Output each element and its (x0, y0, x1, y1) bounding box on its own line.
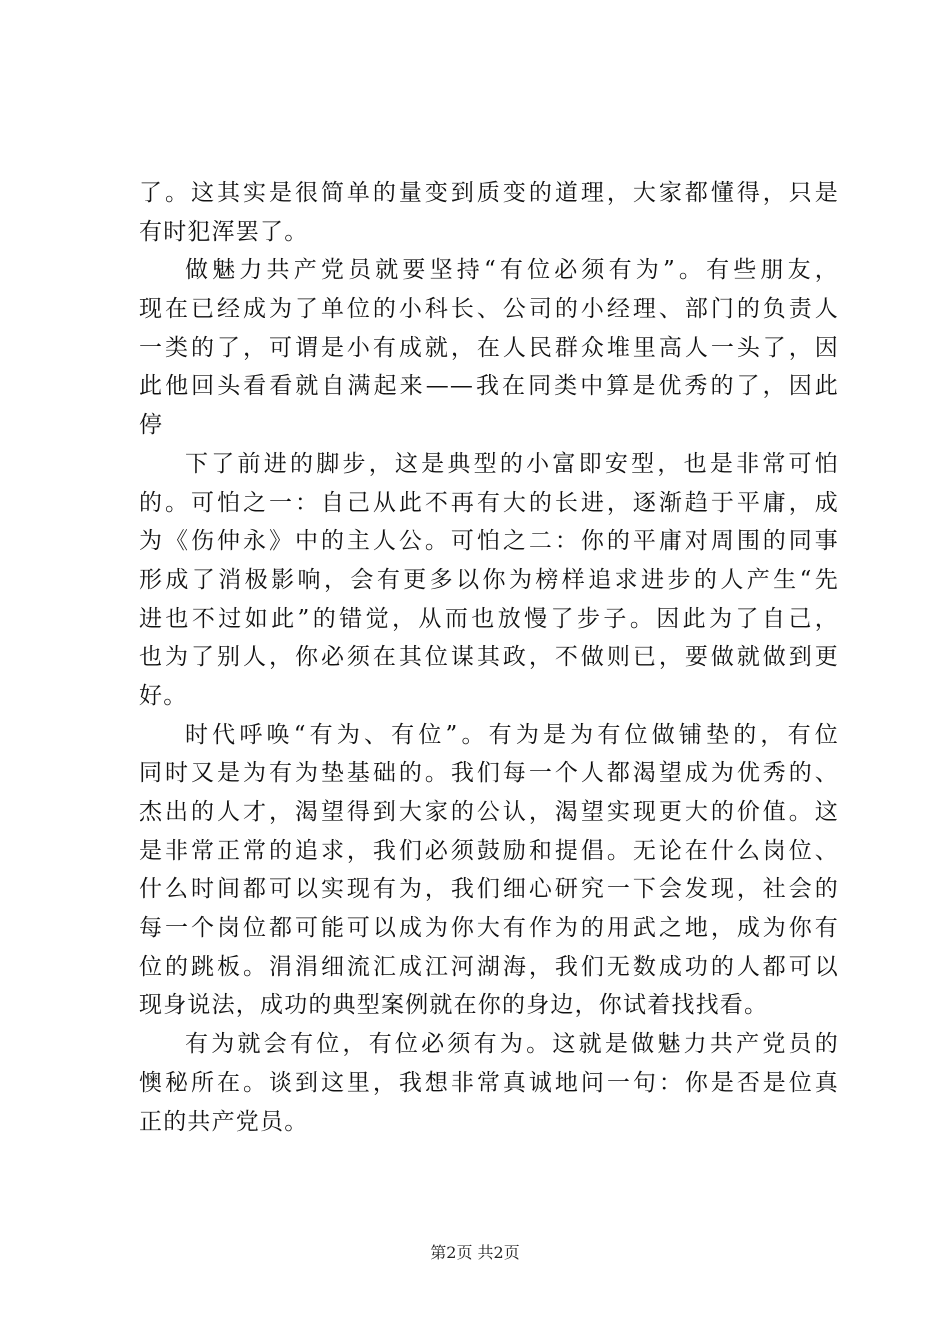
text-line: 懊秘所在。谈到这里，我想非常真诚地问一句：你是否是位真 (139, 1069, 839, 1096)
text-line: 的。可怕之一：自己从此不再有大的长进，逐渐趋于平庸，成 (139, 489, 839, 516)
text-line: 进也不过如此”的错觉，从而也放慢了步子。因此为了自己， (139, 605, 839, 632)
text-line: 现在已经成为了单位的小科长、公司的小经理、部门的负责人 (139, 296, 839, 323)
text-line: 正的共产党员。 (139, 1108, 309, 1135)
text-line: 下了前进的脚步，这是典型的小富即安型，也是非常可怕 (185, 450, 839, 477)
document-body (139, 174, 839, 1141)
text-line: 现身说法，成功的典型案例就在你的身边，你试着找找看。 (139, 992, 769, 1019)
text-line: 一类的了，可谓是小有成就，在人民群众堆里高人一头了，因 (139, 334, 839, 361)
text-line: 做魅力共产党员就要坚持“有位必须有为”。有些朋友， (185, 257, 839, 284)
text-line: 也为了别人，你必须在其位谋其政，不做则已，要做就做到更 (139, 644, 839, 671)
text-line: 位的跳板。涓涓细流汇成江河湖海，我们无数成功的人都可以 (139, 953, 839, 980)
text-line: 每一个岗位都可能可以成为你大有作为的用武之地，成为你有 (139, 915, 839, 942)
text-line: 此他回头看看就自满起来——我在同类中算是优秀的了，因此 (139, 373, 839, 400)
text-line: 为《伤仲永》中的主人公。可怕之二：你的平庸对周围的同事 (139, 528, 839, 555)
page-footer: 第2页 共2页 (430, 1243, 520, 1262)
text-line: 什么时间都可以实现有为，我们细心研究一下会发现，社会的 (139, 876, 839, 903)
text-line: 停 (139, 412, 164, 439)
text-line: 形成了消极影响，会有更多以你为榜样追求进步的人产生“先 (139, 566, 839, 593)
text-line: 同时又是为有为垫基础的。我们每一个人都渴望成为优秀的、 (139, 760, 839, 787)
text-line: 了。这其实是很简单的量变到质变的道理，大家都懂得，只是 (139, 180, 839, 206)
text-line: 杰出的人才，渴望得到大家的公认，渴望实现更大的价值。这 (139, 799, 839, 825)
text-line: 有时犯浑罢了。 (139, 218, 309, 245)
text-line: 是非常正常的追求，我们必须鼓励和提倡。无论在什么岗位、 (139, 837, 839, 864)
text-line: 好。 (139, 682, 188, 709)
text-line: 有为就会有位，有位必须有为。这就是做魅力共产党员的 (185, 1031, 839, 1058)
text-line: 时代呼唤“有为、有位”。有为是为有位做铺垫的，有位 (185, 721, 839, 748)
